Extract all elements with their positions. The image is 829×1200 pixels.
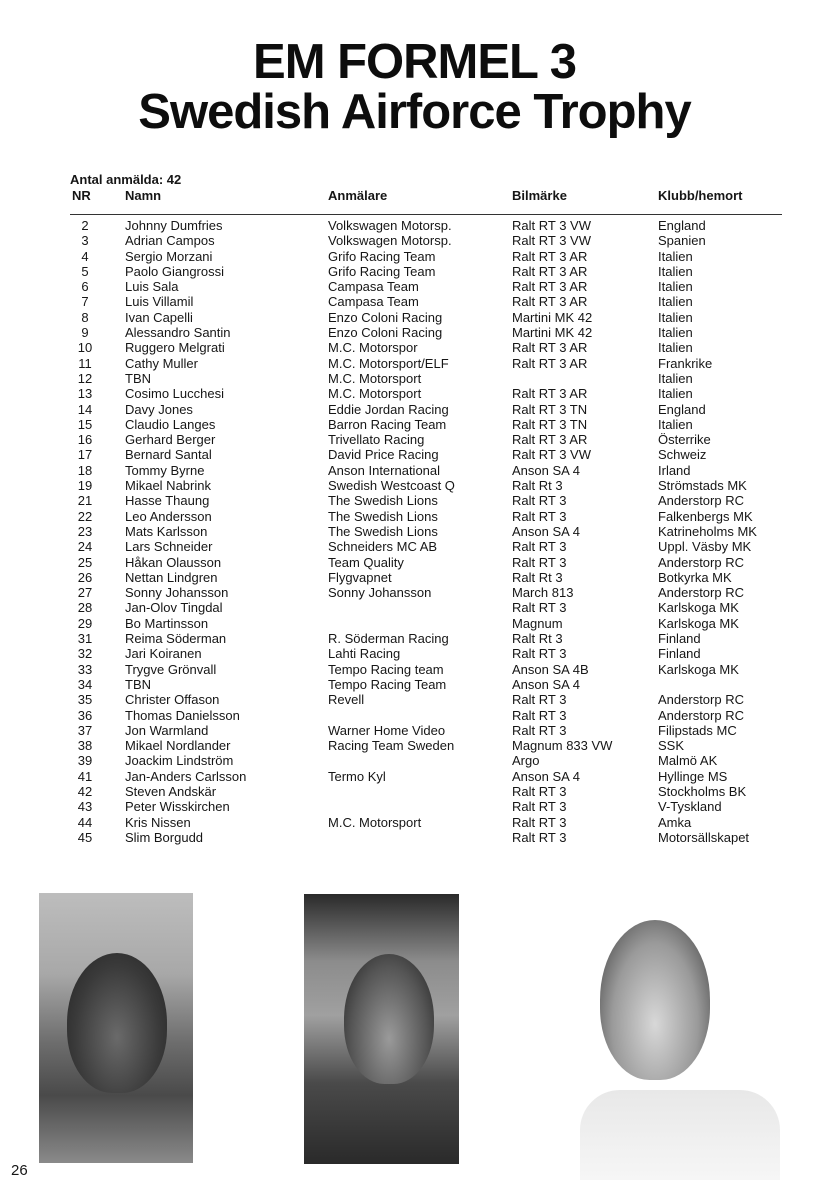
- car-make: Ralt RT 3 AR: [512, 248, 588, 264]
- entry-count: Antal anmälda: 42: [70, 172, 182, 187]
- entrant: Schneiders MC AB: [328, 539, 438, 555]
- club: Italien: [658, 325, 693, 341]
- entry-number: 16: [77, 432, 93, 448]
- driver-name: Adrian Campos: [125, 233, 215, 249]
- driver-name: Ruggero Melgrati: [125, 340, 225, 356]
- driver-name: Leo Andersson: [125, 508, 212, 524]
- car-make: Ralt RT 3: [512, 539, 567, 555]
- table-row: [0, 784, 829, 799]
- car-make: Anson SA 4B: [512, 661, 589, 677]
- car-make: Ralt RT 3 AR: [512, 340, 588, 356]
- table-row: [0, 555, 829, 570]
- entry-number: 44: [77, 814, 93, 830]
- table-row: [0, 677, 829, 692]
- car-make: Ralt RT 3 AR: [512, 263, 588, 279]
- portrait-shape: [67, 953, 167, 1093]
- driver-name: Hasse Thaung: [125, 493, 210, 509]
- club: Botkyrka MK: [658, 569, 732, 585]
- table-row: [0, 294, 829, 309]
- entrant: Tempo Racing Team: [328, 676, 447, 692]
- car-make: Anson SA 4: [512, 462, 580, 478]
- driver-name: Håkan Olausson: [125, 554, 222, 570]
- entrant: M.C. Motorsport: [328, 386, 422, 402]
- portrait-shape: [600, 920, 710, 1080]
- entry-number: 42: [77, 783, 93, 799]
- entry-number: 41: [77, 768, 93, 784]
- entry-number: 34: [77, 676, 93, 692]
- car-make: Magnum: [512, 615, 563, 631]
- club: Finland: [658, 646, 701, 662]
- driver-name: Thomas Danielsson: [125, 707, 240, 723]
- page-number: 26: [11, 1162, 28, 1179]
- entrant: Revell: [328, 692, 365, 708]
- driver-name: Trygve Grönvall: [125, 661, 217, 677]
- driver-name: Jan-Anders Carlsson: [125, 768, 247, 784]
- entrant: Tempo Racing team: [328, 661, 444, 677]
- entry-number: 38: [77, 738, 93, 754]
- entrant: Trivellato Racing: [328, 432, 425, 448]
- driver-name: Cathy Muller: [125, 355, 198, 371]
- club: Irland: [658, 462, 691, 478]
- driver-name: Nettan Lindgren: [125, 569, 218, 585]
- entrant: Racing Team Sweden: [328, 738, 455, 754]
- club: Anderstorp RC: [658, 493, 744, 509]
- table-row: [0, 769, 829, 784]
- table-row: [0, 692, 829, 707]
- entry-number: 11: [78, 355, 92, 371]
- entrant: Enzo Coloni Racing: [328, 325, 443, 341]
- club: Malmö AK: [658, 753, 718, 769]
- entry-number: 6: [81, 279, 89, 295]
- club: Italien: [658, 294, 693, 310]
- club: Spanien: [658, 233, 706, 249]
- club: Karlskoga MK: [658, 600, 739, 616]
- entrant: Eddie Jordan Racing: [328, 401, 449, 417]
- entrant: The Swedish Lions: [328, 493, 438, 509]
- driver-name: Jari Koiranen: [125, 646, 202, 662]
- club: Anderstorp RC: [658, 585, 744, 601]
- driver-name: Reima Söderman: [125, 631, 227, 647]
- driver-name: Sonny Johansson: [125, 585, 229, 601]
- club: Hyllinge MS: [658, 768, 728, 784]
- table-row: [0, 371, 829, 386]
- entrant: M.C. Motorsport: [328, 370, 422, 386]
- club: Anderstorp RC: [658, 692, 744, 708]
- entrant: Team Quality: [328, 554, 404, 570]
- entry-number: 45: [77, 829, 93, 845]
- club: Italien: [658, 263, 693, 279]
- portrait-shape: [344, 954, 434, 1084]
- entry-number: 39: [77, 753, 93, 769]
- car-make: Ralt RT 3 VW: [512, 233, 591, 249]
- entry-number: 25: [77, 554, 93, 570]
- table-row: [0, 233, 829, 248]
- car-make: Ralt RT 3: [512, 692, 567, 708]
- car-make: Ralt RT 3: [512, 799, 567, 815]
- entry-number: 29: [77, 615, 93, 631]
- entry-number: 14: [77, 401, 93, 417]
- column-header-nr: NR: [72, 188, 91, 203]
- entrant: David Price Racing: [328, 447, 439, 463]
- column-header-car: Bilmärke: [512, 188, 567, 203]
- car-make: Anson SA 4: [512, 676, 580, 692]
- entry-number: 7: [81, 294, 89, 310]
- entrant: M.C. Motorsport/ELF: [328, 355, 449, 371]
- car-make: Ralt RT 3 AR: [512, 279, 588, 295]
- club: Schweiz: [658, 447, 707, 463]
- entry-number: 33: [77, 661, 93, 677]
- entry-number: 8: [81, 309, 89, 325]
- driver-name: Gerhard Berger: [125, 432, 216, 448]
- entrant: Volkswagen Motorsp.: [328, 233, 452, 249]
- entrant: The Swedish Lions: [328, 508, 438, 524]
- car-make: Ralt RT 3 TN: [512, 416, 588, 432]
- car-make: Ralt RT 3: [512, 600, 567, 616]
- entrant: Volkswagen Motorsp.: [328, 218, 452, 233]
- entry-number: 5: [81, 263, 89, 279]
- entry-list: [0, 218, 829, 845]
- entry-number: 31: [77, 631, 93, 647]
- entry-number: 27: [77, 585, 93, 601]
- car-make: Ralt RT 3 VW: [512, 447, 591, 463]
- car-make: Martini MK 42: [512, 325, 593, 341]
- club: Anderstorp RC: [658, 554, 744, 570]
- club: England: [658, 218, 706, 233]
- driver-name: Luis Villamil: [125, 294, 194, 310]
- table-row: [0, 463, 829, 478]
- table-row: [0, 570, 829, 585]
- driver-name: TBN: [125, 370, 151, 386]
- club: Karlskoga MK: [658, 615, 739, 631]
- club: Falkenbergs MK: [658, 508, 753, 524]
- club: Anderstorp RC: [658, 707, 744, 723]
- car-make: Ralt Rt 3: [512, 569, 563, 585]
- club: Italien: [658, 340, 693, 356]
- entrant: Swedish Westcoast Q: [328, 478, 455, 494]
- table-row: [0, 616, 829, 631]
- entry-number: 35: [77, 692, 93, 708]
- driver-name: Jan-Olov Tingdal: [125, 600, 223, 616]
- entry-number: 32: [77, 646, 93, 662]
- driver-name: TBN: [125, 676, 151, 692]
- table-row: [0, 509, 829, 524]
- entrant: M.C. Motorspor: [328, 340, 418, 356]
- table-row: [0, 493, 829, 508]
- entrant: M.C. Motorsport: [328, 814, 422, 830]
- table-row: [0, 325, 829, 340]
- portrait-shirt: [580, 1090, 780, 1180]
- driver-name: Johnny Dumfries: [125, 218, 223, 233]
- entry-number: 12: [77, 370, 93, 386]
- car-make: Ralt RT 3 TN: [512, 401, 588, 417]
- club: Katrineholms MK: [658, 523, 757, 539]
- entry-number: 43: [77, 799, 93, 815]
- table-row: [0, 524, 829, 539]
- club: Filipstads MC: [658, 722, 737, 738]
- entry-number: 37: [77, 722, 93, 738]
- club: Motorsällskapet: [658, 829, 750, 845]
- driver-name: Tommy Byrne: [125, 462, 205, 478]
- table-row: [0, 830, 829, 845]
- car-make: Ralt RT 3: [512, 493, 567, 509]
- entry-number: 24: [77, 539, 93, 555]
- entry-number: 18: [77, 462, 93, 478]
- driver-name: Ivan Capelli: [125, 309, 193, 325]
- club: Amka: [658, 814, 692, 830]
- table-row: [0, 310, 829, 325]
- car-make: Magnum 833 VW: [512, 738, 613, 754]
- club: Österrike: [658, 432, 711, 448]
- car-make: Ralt RT 3 VW: [512, 218, 591, 233]
- driver-name: Lars Schneider: [125, 539, 213, 555]
- driver-name: Mikael Nabrink: [125, 478, 211, 494]
- club: Italien: [658, 279, 693, 295]
- table-row: [0, 662, 829, 677]
- car-make: Anson SA 4: [512, 768, 580, 784]
- driver-name: Paolo Giangrossi: [125, 263, 224, 279]
- driver-name: Christer Offason: [125, 692, 220, 708]
- table-row: [0, 432, 829, 447]
- table-row: [0, 723, 829, 738]
- car-make: March 813: [512, 585, 574, 601]
- car-make: Argo: [512, 753, 540, 769]
- club: Italien: [658, 386, 693, 402]
- entry-number: 23: [77, 523, 93, 539]
- car-make: Ralt RT 3: [512, 722, 567, 738]
- table-row: [0, 386, 829, 401]
- driver-name: Jon Warmland: [125, 722, 209, 738]
- table-row: [0, 600, 829, 615]
- driver-name: Mats Karlsson: [125, 523, 208, 539]
- driver-photo-2: [304, 894, 459, 1164]
- table-row: [0, 447, 829, 462]
- entrant: Lahti Racing: [328, 646, 401, 662]
- entry-number: 17: [77, 447, 93, 463]
- table-row: [0, 753, 829, 768]
- club: SSK: [658, 738, 685, 754]
- entrant: Flygvapnet: [328, 569, 392, 585]
- entry-number: 22: [77, 508, 93, 524]
- column-header-name: Namn: [125, 188, 162, 203]
- club: V-Tyskland: [658, 799, 722, 815]
- entry-number: 2: [81, 218, 89, 233]
- driver-name: Bernard Santal: [125, 447, 212, 463]
- driver-name: Luis Sala: [125, 279, 179, 295]
- entrant: Barron Racing Team: [328, 416, 447, 432]
- car-make: Ralt RT 3: [512, 829, 567, 845]
- page-title-line1: EM FORMEL 3: [253, 35, 576, 89]
- entrant: Sonny Johansson: [328, 585, 432, 601]
- table-row: [0, 799, 829, 814]
- car-make: Ralt Rt 3: [512, 478, 563, 494]
- column-header-entrant: Anmälare: [328, 188, 388, 203]
- entry-number: 3: [81, 233, 89, 249]
- car-make: Ralt RT 3 AR: [512, 294, 588, 310]
- car-make: Ralt RT 3: [512, 646, 567, 662]
- column-header-club: Klubb/hemort: [658, 188, 743, 203]
- entrant: R. Söderman Racing: [328, 631, 449, 647]
- club: Italien: [658, 248, 693, 264]
- driver-name: Slim Borgudd: [125, 829, 204, 845]
- entry-number: 13: [77, 386, 93, 402]
- entrant: Grifo Racing Team: [328, 248, 436, 264]
- club: Finland: [658, 631, 701, 647]
- entry-number: 28: [77, 600, 93, 616]
- table-row: [0, 631, 829, 646]
- driver-name: Claudio Langes: [125, 416, 216, 432]
- driver-name: Alessandro Santin: [125, 325, 231, 341]
- entrant: Grifo Racing Team: [328, 263, 436, 279]
- club: Stockholms BK: [658, 783, 747, 799]
- entrant: Termo Kyl: [328, 768, 386, 784]
- table-row: [0, 708, 829, 723]
- car-make: Ralt RT 3: [512, 707, 567, 723]
- car-make: Anson SA 4: [512, 523, 580, 539]
- car-make: Ralt RT 3: [512, 783, 567, 799]
- entry-number: 15: [77, 416, 93, 432]
- entrant: Warner Home Video: [328, 722, 446, 738]
- car-make: Ralt RT 3: [512, 508, 567, 524]
- table-row: [0, 340, 829, 355]
- table-row: [0, 417, 829, 432]
- driver-name: Mikael Nordlander: [125, 738, 231, 754]
- table-row: [0, 539, 829, 554]
- club: Italien: [658, 416, 693, 432]
- table-row: [0, 646, 829, 661]
- club: Strömstads MK: [658, 478, 747, 494]
- club: Frankrike: [658, 355, 713, 371]
- driver-name: Joackim Lindström: [125, 753, 234, 769]
- car-make: Ralt Rt 3: [512, 631, 563, 647]
- car-make: Ralt RT 3 AR: [512, 355, 588, 371]
- entry-number: 36: [77, 707, 93, 723]
- entrant: Anson International: [328, 462, 441, 478]
- table-row: [0, 279, 829, 294]
- driver-name: Peter Wisskirchen: [125, 799, 230, 815]
- table-row: [0, 478, 829, 493]
- car-make: Ralt RT 3 AR: [512, 386, 588, 402]
- entrant: Campasa Team: [328, 294, 419, 310]
- table-row: [0, 402, 829, 417]
- driver-name: Davy Jones: [125, 401, 193, 417]
- driver-name: Bo Martinsson: [125, 615, 209, 631]
- entrant: The Swedish Lions: [328, 523, 438, 539]
- entrant: Campasa Team: [328, 279, 419, 295]
- driver-name: Cosimo Lucchesi: [125, 386, 224, 402]
- car-make: Ralt RT 3: [512, 554, 567, 570]
- header-divider: [70, 214, 782, 215]
- entry-number: 4: [81, 248, 89, 264]
- driver-photo-3: [570, 900, 815, 1180]
- entrant: Enzo Coloni Racing: [328, 309, 443, 325]
- driver-name: Sergio Morzani: [125, 248, 213, 264]
- entry-number: 26: [77, 569, 93, 585]
- table-row: [0, 249, 829, 264]
- driver-photo-1: [39, 893, 193, 1163]
- car-make: Ralt RT 3 AR: [512, 432, 588, 448]
- table-row: [0, 218, 829, 233]
- club: Uppl. Väsby MK: [658, 539, 752, 555]
- table-row: [0, 815, 829, 830]
- driver-name: Steven Andskär: [125, 783, 217, 799]
- entry-number: 9: [81, 325, 89, 341]
- car-make: Martini MK 42: [512, 309, 593, 325]
- table-row: [0, 585, 829, 600]
- club: Italien: [658, 309, 693, 325]
- entry-number: 19: [77, 478, 93, 494]
- entry-number: 21: [77, 493, 93, 509]
- club: Italien: [658, 370, 693, 386]
- entry-number: 10: [77, 340, 93, 356]
- car-make: Ralt RT 3: [512, 814, 567, 830]
- page-title-line2: Swedish Airforce Trophy: [138, 85, 691, 139]
- club: Karlskoga MK: [658, 661, 739, 677]
- driver-name: Kris Nissen: [125, 814, 191, 830]
- table-row: [0, 264, 829, 279]
- table-row: [0, 356, 829, 371]
- table-row: [0, 738, 829, 753]
- club: England: [658, 401, 706, 417]
